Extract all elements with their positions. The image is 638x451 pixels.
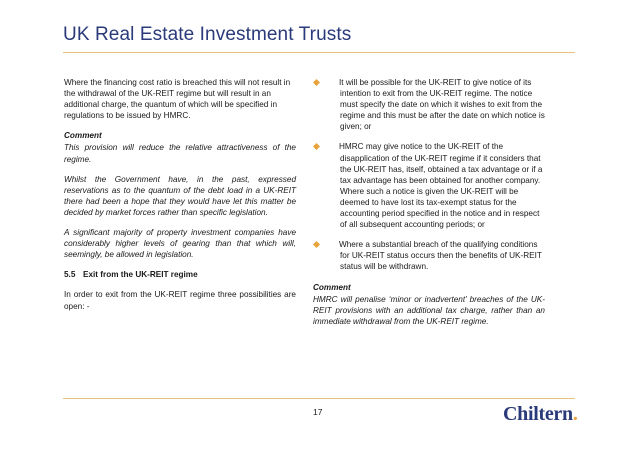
bullet-text: HMRC may give notice to the UK-REIT of the disapplication of the UK-REIT regime if it considers that the UK-REIT has, itself, obtained a tax advantage or if a tax advantage has been obtained for another company. Where such a notice is given the UK-REIT will be deemed to have lost its tax-exempt status for the accounting period specified in the notice and in respect of all subsequent accounting periods; or xyxy=(339,142,543,230)
page-title: UK Real Estate Investment Trusts xyxy=(63,24,352,45)
chiltern-logo xyxy=(503,403,578,426)
diamond-bullet-icon xyxy=(313,79,320,86)
bullet-text: It will be possible for the UK-REIT to give notice of its intention to exit from the UK-REIT regime. The notice must specify the date on which it wishes to exit from the regime and this must be after the date on which notice is given; or xyxy=(339,78,545,132)
title-divider xyxy=(63,52,575,53)
logo-dot: . xyxy=(572,403,578,425)
logo-text: Chiltern xyxy=(503,403,573,425)
diamond-bullet-icon xyxy=(313,143,320,150)
left-comment-heading: Comment xyxy=(64,131,102,141)
exit-intro-paragraph: In order to exit from the UK-REIT regime three possibilities are open: - xyxy=(64,290,296,311)
left-column xyxy=(64,77,296,321)
right-comment-text: HMRC will penalise ‘minor or inadvertent’ breaches of the UK-REIT provisions with an additional tax charge, rather than an immediate withdrawal from the UK-REIT regime. xyxy=(313,294,545,326)
list-item xyxy=(313,141,545,230)
list-item xyxy=(313,239,545,272)
financing-cost-paragraph: Where the financing cost ratio is breached this will not result in the withdrawal of the UK-REIT regime but will result in an additional charge, the quantum of which will be specified in regulations to be issued by HMRC. xyxy=(64,78,291,121)
bullet-text: Where a substantial breach of the qualifying conditions for UK-REIT status occurs then the benefits of UK-REIT status will be withdrawn. xyxy=(339,240,542,272)
section-title: Exit from the UK-REIT regime xyxy=(83,270,198,280)
section-number: 5.5 xyxy=(64,270,76,280)
left-comment-1: This provision will reduce the relative attractiveness of the regime. xyxy=(64,143,296,164)
diamond-bullet-icon xyxy=(313,241,320,248)
section-heading xyxy=(64,269,296,280)
right-comment-heading: Comment xyxy=(313,282,351,292)
page-number: 17 xyxy=(313,407,323,417)
right-column xyxy=(313,77,545,336)
left-comment-2: Whilst the Government have, in the past, expressed reservations as to the quantum of the debt load in a UK-REIT there had been a hope that they would have let this matter be decided by market forces rather than specific legislation. xyxy=(64,174,296,217)
footer-divider xyxy=(63,398,575,399)
list-item xyxy=(313,77,545,132)
left-comment-3: A significant majority of property investment companies have considerably higher levels of gearing than that which will, seemingly, be allowed in legislation. xyxy=(64,228,296,260)
